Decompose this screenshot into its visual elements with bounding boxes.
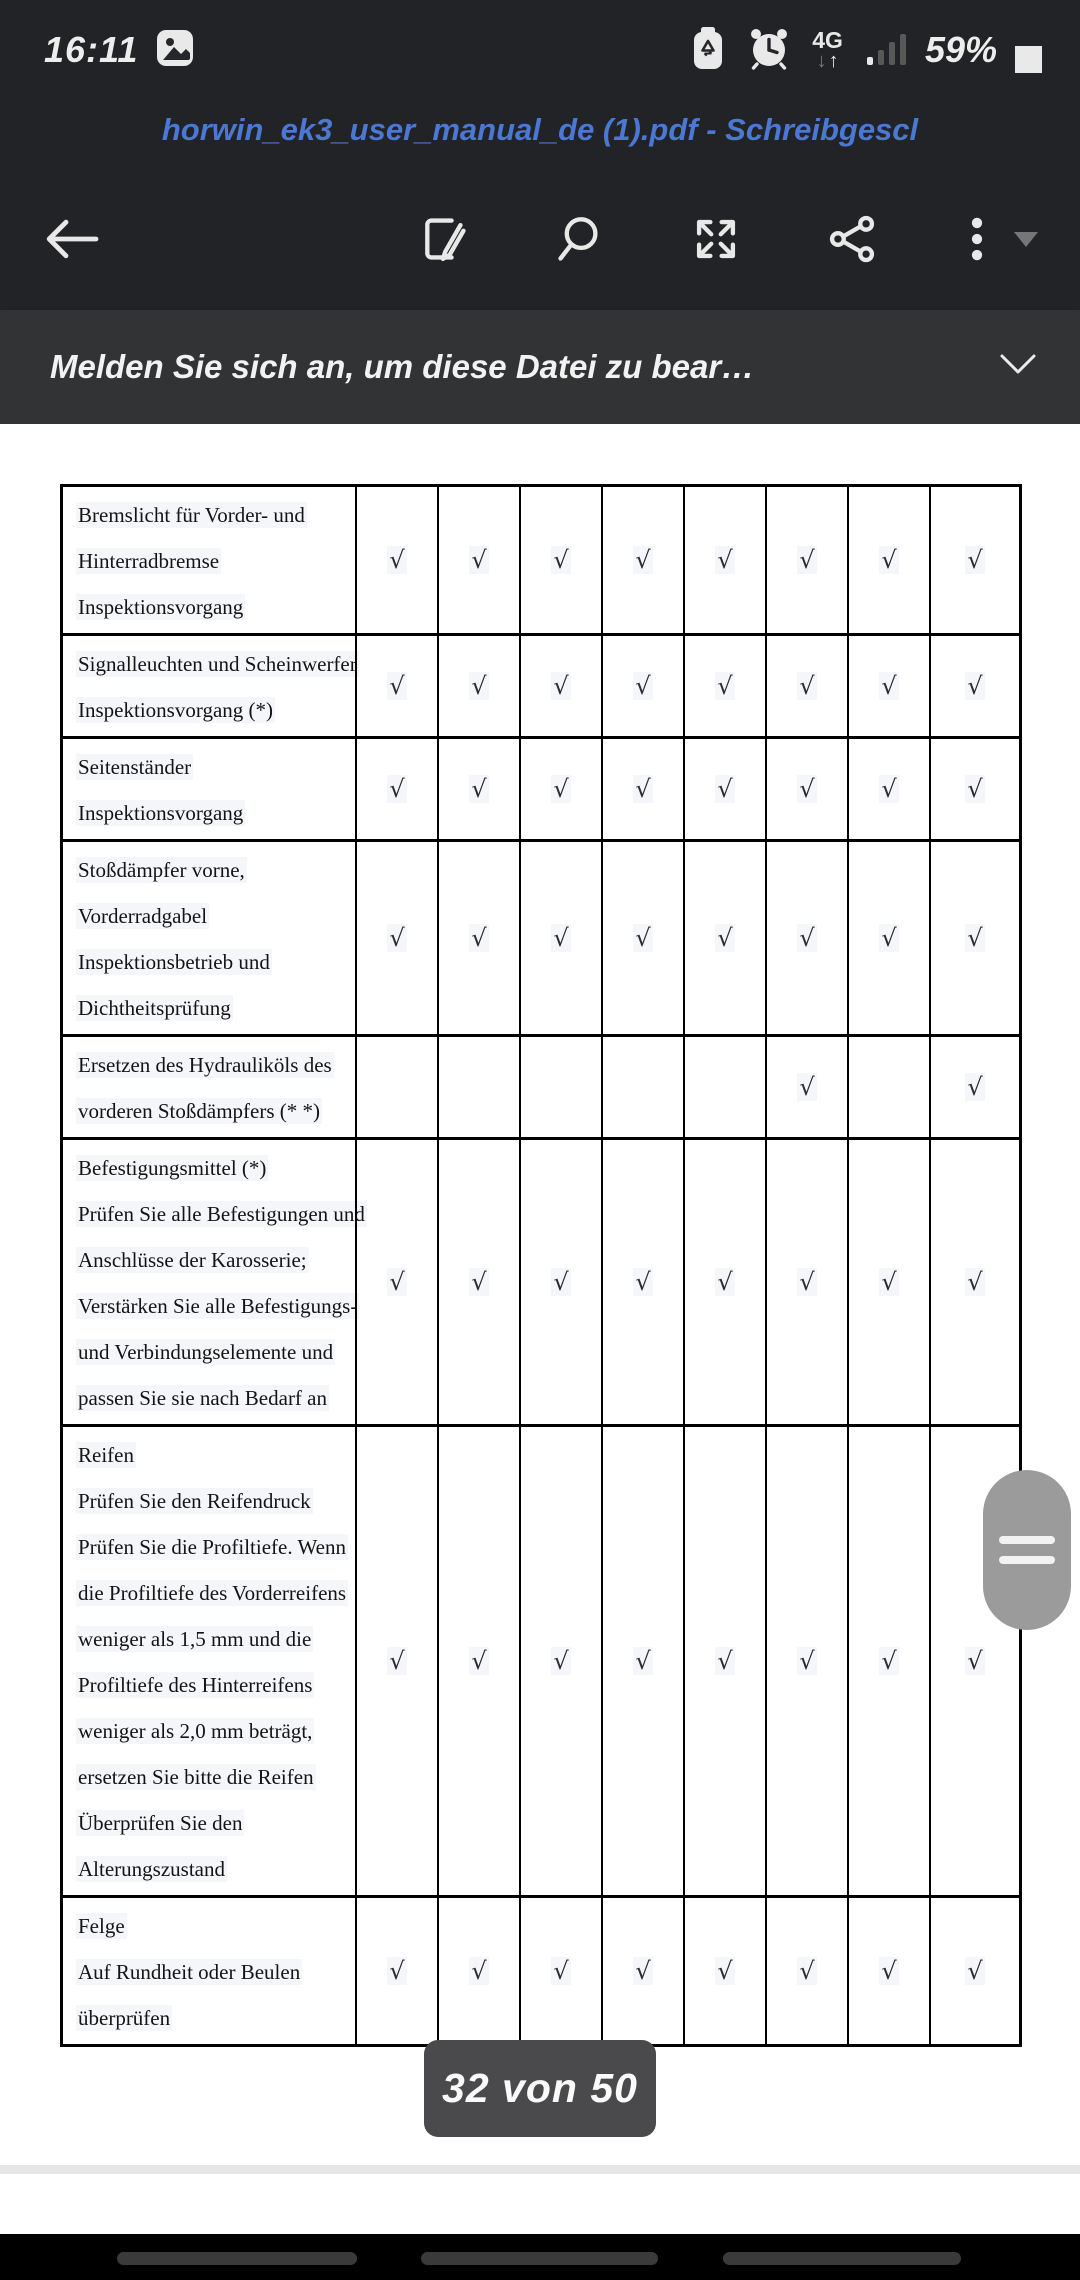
check-mark: √: [717, 1268, 733, 1296]
back-button[interactable]: [42, 215, 102, 263]
check-cell-empty: [601, 1037, 683, 1137]
check-cell-checked: [437, 739, 519, 839]
clock-text: 16:11: [44, 29, 139, 70]
table-row: [63, 739, 1019, 842]
check-cell-checked: [601, 1427, 683, 1895]
check-cell-checked: [683, 842, 765, 1034]
check-mark: √: [635, 1957, 651, 1985]
check-mark: √: [635, 672, 651, 700]
check-cell-empty: [683, 1037, 765, 1137]
check-cell-checked: [765, 739, 847, 839]
battery-icon: [1015, 27, 1042, 73]
check-cell-checked: [847, 1898, 929, 2044]
check-cell-checked: [355, 1898, 437, 2044]
check-cell-checked: [847, 842, 929, 1034]
check-cell-checked: [519, 487, 601, 633]
scroll-handle-grip-line: [999, 1556, 1055, 1564]
nav-home-button[interactable]: [421, 2252, 658, 2265]
check-mark: √: [799, 1268, 815, 1296]
check-mark: √: [967, 672, 983, 700]
check-cell-checked: [355, 487, 437, 633]
mobile-network-4g-icon: 4G ↓ ↑: [812, 27, 843, 72]
check-cell-empty: [355, 1037, 437, 1137]
check-cell-checked: [437, 842, 519, 1034]
check-cell-checked: [765, 842, 847, 1034]
check-mark: √: [799, 1073, 815, 1101]
check-cell-checked: [601, 1898, 683, 2044]
check-cell-checked: [765, 487, 847, 633]
check-mark: √: [799, 1647, 815, 1675]
check-cell-checked: [601, 487, 683, 633]
pdf-table: [60, 484, 1022, 2047]
app-chrome: [0, 0, 1080, 310]
check-cell-checked: [519, 1427, 601, 1895]
check-cell-checked: [929, 1140, 1019, 1424]
check-mark: √: [389, 546, 405, 574]
table-row: [63, 636, 1019, 739]
nav-back-button[interactable]: [723, 2252, 961, 2265]
pdf-page-canvas[interactable]: [0, 424, 1080, 2234]
row-label-cell: Bremslicht für Vorder- und Hinterradbremse Inspektionsvorgang: [78, 503, 305, 619]
check-cell-checked: [355, 842, 437, 1034]
check-mark: √: [967, 924, 983, 952]
page-separator: [0, 2165, 1080, 2174]
row-label-cell: Seitenständer Inspektionsvorgang: [78, 755, 244, 825]
check-cell-checked: [929, 1898, 1019, 2044]
check-cell-checked: [929, 842, 1019, 1034]
document-title: horwin_ek3_user_manual_de (1).pdf - Schreibgescl: [161, 112, 919, 147]
table-row: [63, 487, 1019, 636]
check-mark: √: [635, 924, 651, 952]
share-button[interactable]: [826, 213, 878, 265]
check-mark: √: [635, 1647, 651, 1675]
check-mark: √: [967, 1957, 983, 1985]
check-mark: √: [553, 546, 569, 574]
check-cell-checked: [765, 1898, 847, 2044]
row-label-cell: Befestigungsmittel (*) Prüfen Sie alle Befestigungen und Anschlüsse der Karosserie; Verstärken Sie alle Befestigungs- und Verbindungselemente und passen Sie sie nach Bedarf an: [78, 1156, 365, 1410]
check-mark: √: [389, 1268, 405, 1296]
check-cell-checked: [519, 636, 601, 736]
check-mark: √: [881, 672, 897, 700]
battery-percent-text: 59%: [924, 29, 997, 70]
check-mark: √: [881, 546, 897, 574]
check-cell-checked: [519, 842, 601, 1034]
check-mark: √: [799, 1957, 815, 1985]
check-mark: √: [967, 546, 983, 574]
battery-saver-icon: [688, 24, 728, 77]
check-cell-checked: [765, 636, 847, 736]
check-cell-checked: [519, 739, 601, 839]
check-cell-checked: [601, 842, 683, 1034]
page-indicator-badge: [424, 2040, 656, 2137]
check-mark: √: [881, 924, 897, 952]
check-mark: √: [471, 1647, 487, 1675]
check-mark: √: [553, 1957, 569, 1985]
check-cell-checked: [601, 636, 683, 736]
table-row: [63, 1898, 1019, 2044]
check-mark: √: [553, 672, 569, 700]
check-cell-checked: [765, 1037, 847, 1137]
check-cell-checked: [519, 1140, 601, 1424]
row-label-cell: Felge Auf Rundheit oder Beulen überprüfen: [78, 1914, 301, 2030]
check-cell-checked: [929, 636, 1019, 736]
check-mark: √: [967, 1073, 983, 1101]
check-cell-empty: [847, 1037, 929, 1137]
check-mark: √: [799, 546, 815, 574]
check-mark: √: [553, 924, 569, 952]
check-mark: √: [717, 546, 733, 574]
edit-annotate-button[interactable]: [418, 213, 470, 265]
dropdown-triangle-icon[interactable]: [1014, 232, 1038, 247]
check-cell-checked: [847, 1427, 929, 1895]
check-mark: √: [635, 775, 651, 803]
fullscreen-button[interactable]: [690, 213, 742, 265]
check-cell-checked: [847, 739, 929, 839]
signal-strength-icon: [863, 26, 907, 75]
page-indicator-text: 32 von 50: [442, 2065, 638, 2111]
check-mark: √: [471, 775, 487, 803]
check-cell-checked: [847, 487, 929, 633]
check-mark: √: [717, 1957, 733, 1985]
check-cell-checked: [683, 1427, 765, 1895]
scroll-handle-grip-line: [999, 1536, 1055, 1544]
check-cell-checked: [765, 1427, 847, 1895]
check-mark: √: [553, 1647, 569, 1675]
check-mark: √: [553, 775, 569, 803]
check-cell-empty: [437, 1037, 519, 1137]
row-label-cell: Stoßdämpfer vorne, Vorderradgabel Inspektionsbetrieb und Dichtheitsprüfung: [78, 858, 270, 1020]
check-mark: √: [471, 1957, 487, 1985]
alarm-icon: [746, 24, 792, 77]
check-cell-checked: [683, 487, 765, 633]
check-mark: √: [389, 1647, 405, 1675]
check-mark: √: [471, 1268, 487, 1296]
search-button[interactable]: [554, 213, 606, 265]
check-mark: √: [799, 924, 815, 952]
check-mark: √: [881, 1957, 897, 1985]
check-cell-checked: [355, 1140, 437, 1424]
check-cell-checked: [765, 1140, 847, 1424]
row-label-cell: Ersetzen des Hydrauliköls des vorderen Stoßdämpfers (* *): [78, 1053, 332, 1123]
check-mark: √: [967, 1268, 983, 1296]
check-cell-checked: [683, 636, 765, 736]
check-mark: √: [881, 1268, 897, 1296]
check-cell-checked: [601, 1140, 683, 1424]
check-mark: √: [553, 1268, 569, 1296]
check-cell-checked: [437, 1898, 519, 2044]
toolbar: [0, 168, 1080, 310]
check-mark: √: [471, 924, 487, 952]
row-label-cell: Signalleuchten und Scheinwerfer Inspektionsvorgang (*): [78, 652, 357, 722]
check-cell-checked: [929, 487, 1019, 633]
check-cell-empty: [519, 1037, 601, 1137]
check-mark: √: [635, 546, 651, 574]
check-cell-checked: [355, 1427, 437, 1895]
check-cell-checked: [437, 487, 519, 633]
check-cell-checked: [601, 739, 683, 839]
check-cell-checked: [355, 636, 437, 736]
check-cell-checked: [847, 1140, 929, 1424]
check-mark: √: [717, 924, 733, 952]
check-mark: √: [389, 1957, 405, 1985]
check-cell-checked: [929, 1037, 1019, 1137]
check-mark: √: [799, 672, 815, 700]
check-mark: √: [717, 672, 733, 700]
check-mark: √: [717, 775, 733, 803]
overflow-menu-button[interactable]: [962, 213, 992, 265]
check-mark: √: [881, 1647, 897, 1675]
check-mark: √: [471, 672, 487, 700]
check-cell-checked: [437, 636, 519, 736]
status-bar: [0, 0, 1080, 90]
check-mark: √: [967, 1647, 983, 1675]
check-mark: √: [635, 1268, 651, 1296]
table-row: [63, 842, 1019, 1037]
check-cell-checked: [847, 636, 929, 736]
table-row: [63, 1140, 1019, 1427]
document-title-bar: [0, 92, 1080, 168]
check-mark: √: [389, 924, 405, 952]
gallery-notification-icon: [154, 27, 196, 74]
check-cell-checked: [519, 1898, 601, 2044]
check-cell-checked: [437, 1427, 519, 1895]
table-row: [63, 1427, 1019, 1898]
chevron-down-icon[interactable]: [996, 351, 1040, 384]
sign-in-banner[interactable]: [0, 310, 1080, 424]
system-navigation-bar: [0, 2234, 1080, 2280]
check-mark: √: [881, 775, 897, 803]
check-mark: √: [717, 1647, 733, 1675]
check-mark: √: [471, 546, 487, 574]
sign-in-banner-text: Melden Sie sich an, um diese Datei zu bear…: [50, 348, 755, 385]
fast-scroll-handle[interactable]: [983, 1470, 1071, 1630]
nav-recents-button[interactable]: [117, 2252, 357, 2265]
check-cell-checked: [683, 1898, 765, 2044]
row-label-cell: Reifen Prüfen Sie den Reifendruck Prüfen Sie die Profiltiefe. Wenn die Profiltiefe des Vorderreifens weniger als 1,5 mm und die Profiltiefe des Hinterreifens weniger als 2,0 mm beträgt, ersetzen Sie bitte die Reifen Überprüfen Sie den Alterungszustand: [78, 1443, 347, 1881]
check-cell-checked: [683, 739, 765, 839]
table-row: [63, 1037, 1019, 1140]
check-mark: √: [389, 672, 405, 700]
check-mark: √: [967, 775, 983, 803]
check-cell-checked: [355, 739, 437, 839]
check-mark: √: [389, 775, 405, 803]
check-mark: √: [799, 775, 815, 803]
check-cell-checked: [929, 739, 1019, 839]
check-cell-checked: [437, 1140, 519, 1424]
check-cell-checked: [683, 1140, 765, 1424]
